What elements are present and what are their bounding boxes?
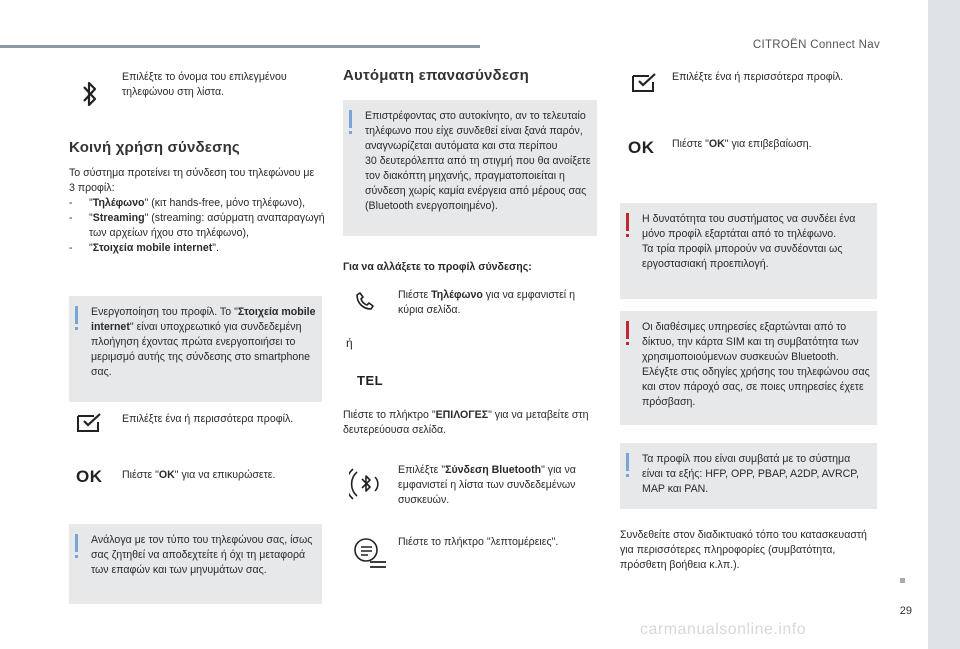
ok-button-icon: OK — [628, 138, 655, 157]
details-icon — [352, 536, 388, 575]
list-item: - "Streaming" (streaming: ασύρματη αναπαραγωγή — [69, 212, 325, 224]
check-instruction: Επιλέξτε ένα ή περισσότερα προφίλ. — [122, 413, 294, 425]
checkbox-icon — [76, 413, 102, 438]
info-box-reconnect: Επιστρέφοντας στο αυτοκίνητο, αν το τελευταίο τηλέφωνο που είχε συνδεθεί είναι ξανά παρόν, αναγνωρίζεται αυτόματα και στα περίπου 30 δευτερόλεπτα από τη στιγμή που θα ανοίξετε τον διακόπτη μηχανής, πραγματοποιείται η σύνδεση χωρίς καμία ενέργεια από μέρους σας (Bluetooth ενεργοποιημένο). — [343, 100, 597, 236]
info-icon — [349, 110, 352, 128]
page-number: 29 — [899, 605, 912, 617]
sharing-intro: Το σύστημα προτείνει τη σύνδεση του τηλεφώνου με 3 προφίλ: - "Τηλέφωνο" (κιτ hands-free, μόνο τηλέφωνο), - "Streaming" (streaming: ασύρματη αναπαραγωγή των αρχείων ήχου στο τηλέφωνο), - "Στοιχεία mobile internet". — [69, 166, 329, 256]
or-label: ή — [346, 336, 353, 350]
page-sidebar — [928, 0, 960, 649]
list-item: - "Στοιχεία mobile internet". — [69, 242, 219, 254]
header-rule — [0, 45, 480, 48]
info-icon — [626, 453, 629, 471]
list-item: - "Τηλέφωνο" (κιτ hands-free, μόνο τηλέφωνο), — [69, 197, 306, 209]
brand-label: CITROËN Connect Nav — [752, 39, 880, 51]
info-box-contacts: Ανάλογα με τον τύπο του τηλεφώνου σας, ίσως σας ζητηθεί να αποδεχτείτε ή όχι τη μεταφορά των επαφών και των μηνυμάτων σας. — [69, 524, 322, 604]
section-title-sharing: Κοινή χρήση σύνδεσης — [69, 139, 240, 156]
bluetooth-connection-icon — [349, 466, 385, 507]
change-profile-heading: Για να αλλάξετε το προφίλ σύνδεσης: — [343, 261, 532, 273]
checkbox-icon — [631, 73, 657, 98]
bt-instruction: Επιλέξτε το όνομα του επιλεγμένου τηλεφώνου στη λίστα. — [122, 71, 287, 98]
list-item: των αρχείων ήχου στο τηλέφωνο), — [89, 227, 249, 239]
info-icon — [75, 306, 78, 324]
warning-box-services: Οι διαθέσιμες υπηρεσίες εξαρτώνται από το δίκτυο, την κάρτα SIM και τη συμβατότητα των χρησιμοποιούμενων συσκευών Bluetooth. Ελέγξτε στις οδηγίες χρήσης του τηλεφώνου σας και στον πάροχό σας, σε ποιες υπηρεσίες έχετε πρόσβαση. — [620, 311, 877, 425]
info-icon — [75, 534, 78, 552]
warning-icon — [626, 321, 629, 339]
details-instruction: Πιέστε το πλήκτρο "λεπτομέρειες". — [398, 536, 559, 548]
watermark-text: carmanualsonline.info — [640, 621, 807, 638]
phone-instruction: Πιέστε Τηλέφωνο για να εμφανιστεί η κύρια σελίδα. — [398, 289, 575, 316]
warning-icon — [626, 213, 629, 231]
manufacturer-note: Συνδεθείτε στον διαδικτυακό τόπο του κατασκευαστή για περισσότερες πληροφορίες (συμβατότητα, πρόσθετη βοήθεια κ.λπ.). — [620, 529, 867, 571]
bt-connection-instruction: Επιλέξτε "Σύνδεση Bluetooth" για να εμφανιστεί η λίστα των συνδεδεμένων συσκευών. — [398, 464, 576, 506]
info-box-profiles: Τα προφίλ που είναι συμβατά με το σύστημα είναι τα εξής: HFP, OPP, PBAP, A2DP, AVRCP, MAP και PAN. — [620, 443, 877, 509]
ok-instruction: Πιέστε "OK" για να επικυρώσετε. — [122, 469, 276, 481]
bluetooth-icon — [80, 78, 100, 115]
options-instruction: Πιέστε το πλήκτρο "ΕΠΙΛΟΓΕΣ" για να μεταβείτε στη δευτερεύουσα σελίδα. — [343, 409, 589, 436]
tel-button-icon: TEL — [357, 373, 384, 388]
ok-button-icon: OK — [76, 467, 103, 486]
ok-confirm-instruction: Πιέστε "OK" για επιβεβαίωση. — [672, 138, 812, 150]
page-bullet — [900, 578, 905, 583]
warning-box-profile: Η δυνατότητα του συστήματος να συνδέει ένα μόνο προφίλ εξαρτάται από το τηλέφωνο. Τα τρία προφίλ μπορούν να συνδέονται ως εργοστασιακή προεπιλογή. — [620, 203, 877, 299]
phone-icon — [354, 290, 376, 317]
section-title-reconnect: Αυτόματη επανασύνδεση — [343, 67, 529, 84]
check-instruction-2: Επιλέξτε ένα ή περισσότερα προφίλ. — [672, 71, 844, 83]
info-box-profile: Ενεργοποίηση του προφίλ. Το "Στοιχεία mobile internet" είναι υποχρεωτικό για συνδεδεμένη πλοήγηση έχοντας πρώτα ενεργοποιήσει το μεριμσμό αυτής της σύνδεσης στο smartphone σας. — [69, 296, 322, 402]
